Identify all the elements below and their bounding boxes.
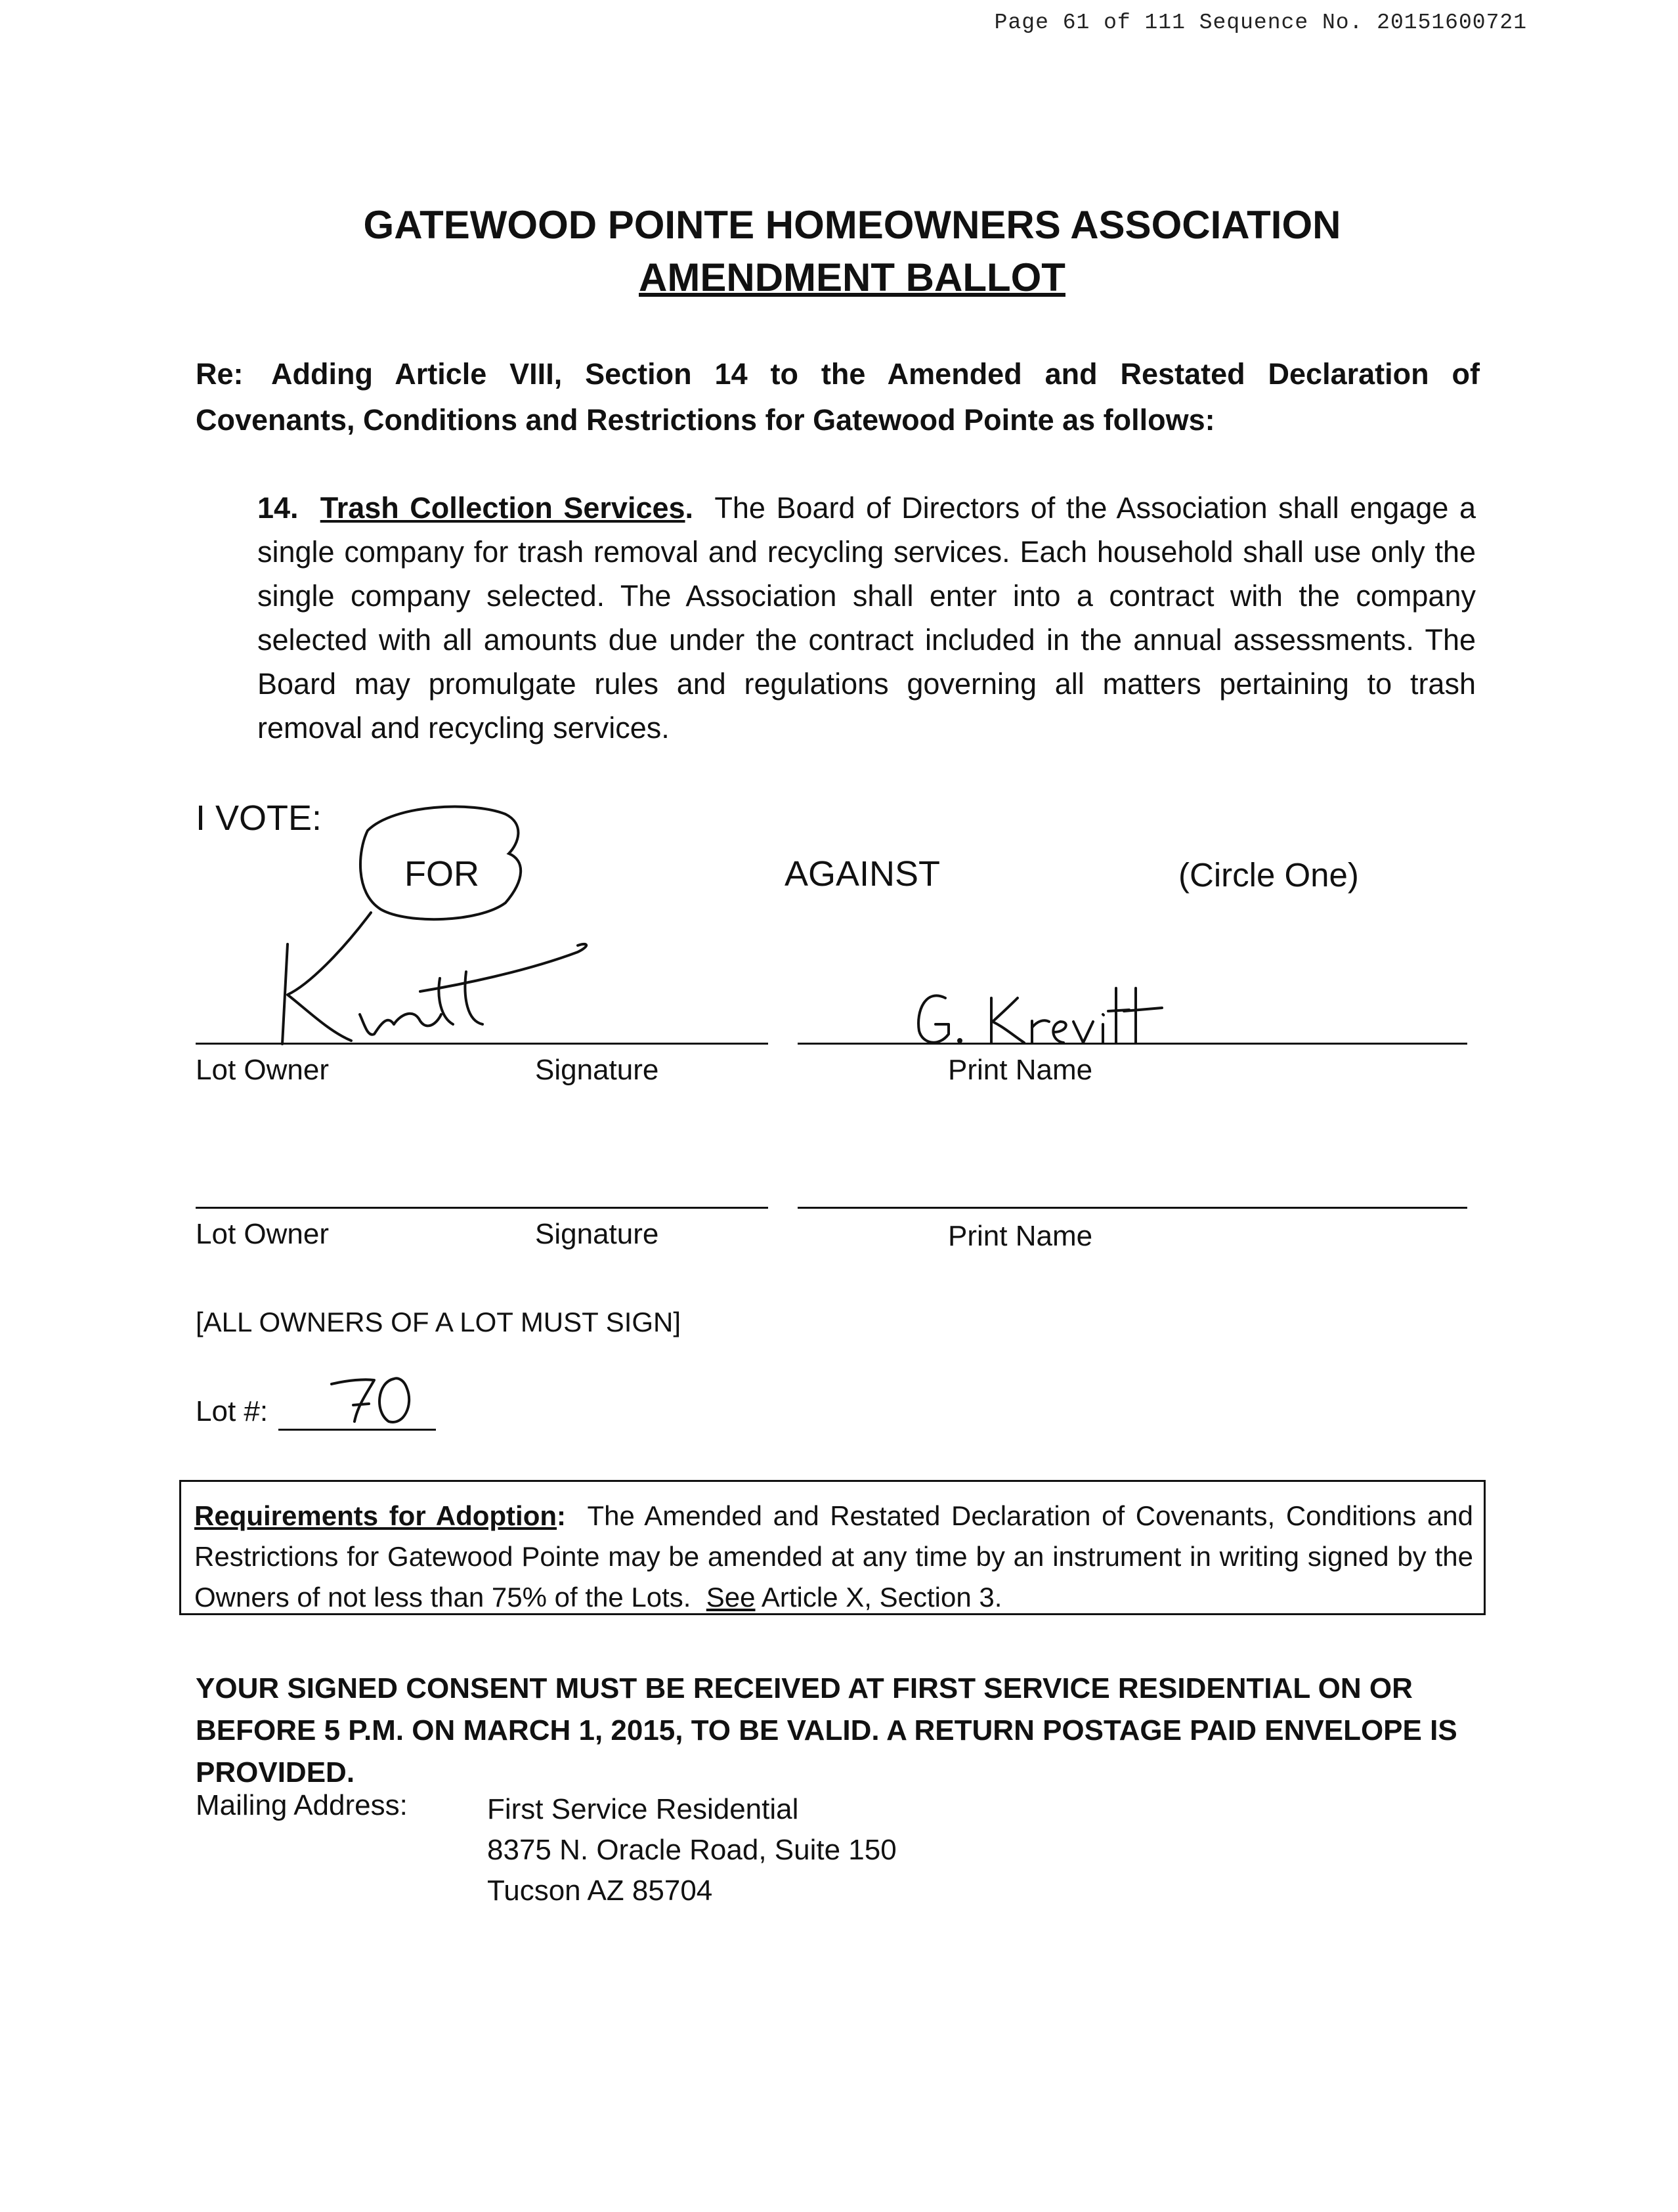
signature-line-2[interactable] — [196, 1207, 768, 1209]
mailing-address-label: Mailing Address: — [196, 1789, 408, 1821]
signature-line-1[interactable] — [196, 1043, 768, 1045]
association-title: GATEWOOD POINTE HOMEOWNERS ASSOCIATION — [363, 203, 1341, 247]
requirements-heading: Requirements for Adoption — [194, 1500, 557, 1531]
mailing-address-line-3: Tucson AZ 85704 — [487, 1875, 713, 1907]
section-14-paragraph: 14. Trash Collection Services. The Board of Directors of the Association shall engage a single company for trash removal and recycling services. Each household shall use only the single company selected. The Association shall enter into a contract with the company selected with all amounts due under the contract included in the annual assessments. The Board may promulgate rules and regulations governing all matters pertaining to trash removal and recycling services. — [257, 491, 1476, 745]
vote-option-against[interactable]: AGAINST — [785, 854, 941, 894]
requirements-see: See — [706, 1582, 756, 1613]
mailing-address — [487, 1789, 897, 1911]
section-body: The Board of Directors of the Association shall engage a single company for trash removal and recycling services. Each household shall use only the single company selected. The Association shall enter into a contract with the company selected with all amounts due under the contract included in the annual assessments. The Board may promulgate rules and regulations governing all matters pertaining to trash removal and recycling services. — [257, 491, 1476, 745]
lot-owner-label-1: Lot Owner — [196, 1054, 329, 1086]
signature-label-1: Signature — [535, 1054, 659, 1086]
vote-instruction: (Circle One) — [1178, 856, 1359, 894]
mailing-address-line-1: First Service Residential — [487, 1793, 799, 1825]
signature-label-2: Signature — [535, 1218, 659, 1250]
section-number: 14. — [257, 491, 299, 525]
section-heading: Trash Collection Services — [320, 491, 685, 525]
lot-owner-label-2: Lot Owner — [196, 1218, 329, 1250]
re-text: Adding Article VIII, Section 14 to the Amended and Restated Declaration of Covenants, Conditions and Restrictions for Gatewood Pointe as follows: — [196, 357, 1480, 437]
deadline-notice: YOUR SIGNED CONSENT MUST BE RECEIVED AT FIRST SERVICE RESIDENTIAL ON OR BEFORE 5 P.M. ON MARCH 1, 2015, TO BE VALID. A RETURN POSTAGE PAID ENVELOPE IS PROVIDED. — [196, 1672, 1457, 1789]
mailing-address-line-2: 8375 N. Oracle Road, Suite 150 — [487, 1834, 897, 1866]
requirements-text: The Amended and Restated Declaration of Covenants, Conditions and Restrictions for Gatewood Pointe may be amended at any time by an instrument in writing signed by the Owners of not less than 75% of the Lots. — [194, 1500, 1473, 1613]
page-sequence-header: Page 61 of 111 Sequence No. 20151600721 — [994, 11, 1527, 35]
print-name-label-1: Print Name — [948, 1054, 1093, 1086]
print-name-line-1[interactable] — [798, 1043, 1467, 1045]
print-name-label-2: Print Name — [948, 1220, 1093, 1252]
requirements-ref: Article X, Section 3. — [761, 1582, 1002, 1613]
requirements-paragraph: Requirements for Adoption: The Amended and Restated Declaration of Covenants, Conditions and Restrictions for Gatewood Pointe may be amended at any time by an instrument in writing signed by the Owners of not less than 75% of the Lots. See Article X, Section 3. — [194, 1500, 1473, 1613]
all-owners-note: [ALL OWNERS OF A LOT MUST SIGN] — [196, 1307, 681, 1337]
re-label: Re: — [196, 357, 244, 391]
lot-owner-signature — [282, 913, 586, 1044]
ballot-title: AMENDMENT BALLOT — [639, 255, 1065, 299]
vote-label: I VOTE: — [196, 798, 322, 838]
vote-option-for[interactable]: FOR — [404, 854, 479, 894]
lot-number-handwriting — [332, 1378, 409, 1422]
re-paragraph — [196, 351, 1480, 443]
lot-number-line[interactable] — [278, 1429, 436, 1431]
lot-number-label: Lot #: — [196, 1395, 269, 1427]
print-name-line-2[interactable] — [798, 1207, 1467, 1209]
print-name-handwriting — [918, 988, 1162, 1043]
